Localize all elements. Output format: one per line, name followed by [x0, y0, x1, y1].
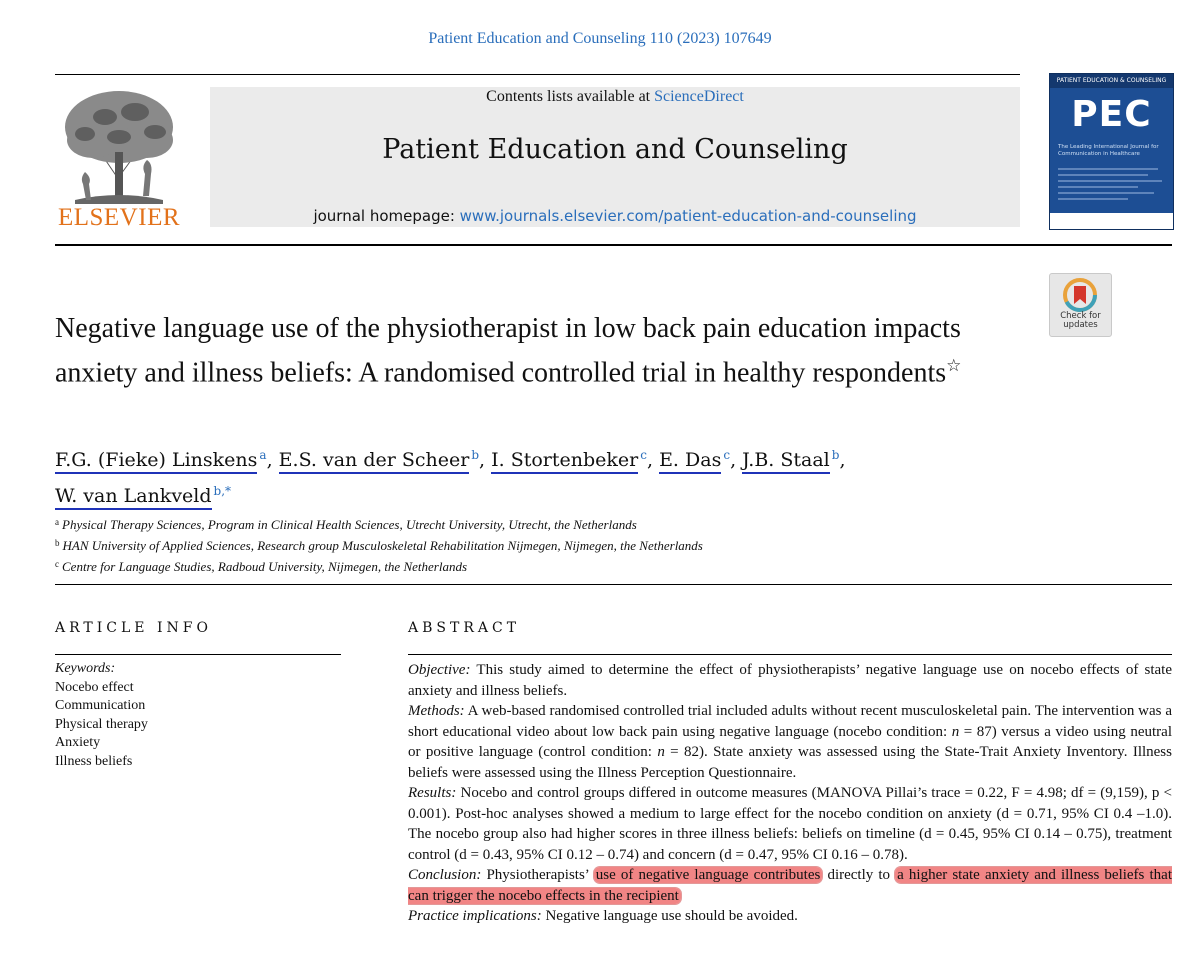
author-link[interactable]: F.G. (Fieke) Linskens: [55, 449, 257, 474]
header-bottom-rule: [55, 244, 1172, 246]
header-rule: [55, 74, 1020, 75]
practice-label: Practice implications:: [408, 908, 542, 924]
affiliation-text: HAN University of Applied Sciences, Research group Musculoskeletal Rehabilitation Nijmegen, Nijmegen, the Netherlands: [62, 538, 703, 553]
practice-text: Negative language use should be avoided.: [545, 908, 798, 924]
homepage-prefix: journal homepage:: [313, 207, 460, 225]
methods-n: n: [657, 744, 665, 760]
affiliation-marker[interactable]: b,*: [213, 484, 232, 498]
keyword-item: Physical therapy: [55, 716, 148, 732]
cover-subtitle: The Leading International Journal for Communication in Healthcare: [1058, 144, 1159, 157]
methods-n: n: [951, 723, 960, 740]
author-link[interactable]: E.S. van der Scheer: [279, 449, 470, 474]
results-label: Results:: [408, 785, 457, 801]
affiliation-text: Physical Therapy Sciences, Program in Clinical Health Sciences, Utrecht University, Utrecht, the Netherlands: [62, 517, 637, 532]
affiliation-item: [55, 534, 955, 555]
author-link[interactable]: J.B. Staal: [742, 449, 830, 474]
article-info-rule: [55, 654, 341, 655]
affiliation-label: c: [55, 559, 59, 569]
abstract-objective: [408, 660, 1172, 701]
highlighted-phrase: use of negative language contributes: [595, 867, 821, 883]
cover-footer: [1050, 213, 1173, 229]
cover-top-title: PATIENT EDUCATION & COUNSELING: [1050, 74, 1173, 88]
objective-label: Objective:: [408, 662, 471, 678]
affiliation-marker[interactable]: c: [640, 448, 647, 462]
methods-label: Methods:: [408, 703, 465, 719]
cover-pec-logo: PEC: [1071, 94, 1152, 135]
affiliation-item: [55, 555, 955, 576]
keyword-item: Communication: [55, 698, 146, 713]
affiliation-marker[interactable]: c: [723, 448, 731, 462]
check-for-updates-button[interactable]: [1049, 273, 1112, 337]
abstract-methods: [408, 701, 1172, 783]
keyword-item: Nocebo effect: [55, 679, 134, 695]
elsevier-wordmark: ELSEVIER: [57, 204, 181, 231]
contents-prefix: Contents lists available at: [486, 88, 655, 105]
author-list: F.G. (Fieke) Linskens $^a$, E.S. van der Scheer $^b$, I. Stortenbeker $^c$, E. Das $^c$, J.B. Staal $^b$, W. van Lankveld $^{b,*}$: [55, 440, 955, 512]
abstract-practice: [408, 906, 1172, 927]
affiliation-marker[interactable]: b: [831, 448, 840, 462]
abstract-results: [408, 783, 1172, 865]
affiliation-marker[interactable]: b: [471, 448, 480, 462]
affiliation-text: Centre for Language Studies, Radboud University, Nijmegen, the Netherlands: [62, 559, 468, 574]
article-title: [55, 310, 1035, 391]
sciencedirect-link[interactable]: ScienceDirect: [654, 88, 744, 105]
conclusion-label: Conclusion:: [408, 867, 482, 883]
affiliation-label: b: [55, 538, 60, 548]
article-info-heading: ARTICLE INFO: [55, 620, 212, 636]
author-link[interactable]: I. Stortenbeker: [491, 449, 638, 474]
highlighted-phrase: a higher state anxiety and illness beliefs that can trigger the nocebo effects in the recipient: [408, 867, 1172, 904]
affiliation-item: [55, 513, 955, 534]
conclusion-text: Physiotherapists’: [486, 867, 594, 883]
homepage-line: [210, 207, 1020, 225]
keyword-item: Anxiety: [55, 735, 101, 750]
article-title-text: Negative language use of the physiotherapist in low back pain education impacts anxiety and illness beliefs: A randomised controlled trial in healthy respondents: [55, 313, 961, 389]
check-updates-icon: [1063, 278, 1097, 312]
results-text: Nocebo and control groups differed in outcome measures (MANOVA Pillai’s trace = 0.22, F = 4.98; df = (9,159), p < 0.001). Post-hoc analyses showed a medium to large effect for the nocebo condition on anxiety (d = 0.71, 95% CI 0.4 –1.0). The nocebo group also had higher scores in three illness beliefs: beliefs on timeline (d = 0.45, 95% CI 0.14 – 0.75), treatment control (d = 0.43, 95% CI 0.12 – 0.74) and concern (d = 0.47, 95% CI 0.16 – 0.78).: [408, 785, 1172, 863]
journal-citation[interactable]: Patient Education and Counseling 110 (2023) 107649: [428, 30, 772, 47]
contents-line: [210, 88, 1020, 106]
cover-text-lines: [1058, 166, 1164, 206]
abstract-heading: ABSTRACT: [408, 620, 521, 636]
journal-name: Patient Education and Counseling: [382, 134, 848, 165]
abstract-rule: [408, 654, 1172, 655]
keywords-label: Keywords:: [55, 661, 116, 676]
objective-text: This study aimed to determine the effect of physiotherapists’ negative language use on nocebo effects of state anxiety and illness beliefs.: [408, 662, 1172, 699]
conclusion-text: directly to: [822, 867, 896, 883]
check-updates-label: Check for updates: [1060, 311, 1101, 330]
methods-text: = 82). State anxiety was assessed using the State-Trait Anxiety Inventory. Illness beliefs were assessed using the Illness Perception Questionnaire.: [408, 744, 1172, 781]
methods-text: A web-based randomised controlled trial included adults without recent musculoskeletal pain. The intervention was a short educational video about low back pain using negative language (nocebo condition:: [408, 703, 1172, 740]
author-link[interactable]: W. van Lankveld: [55, 485, 212, 510]
methods-text: = 87) versus a video using neutral or positive language (control condition:: [408, 723, 1172, 760]
keywords-block: [55, 660, 341, 771]
section-rule: [55, 584, 1172, 585]
affiliation-marker[interactable]: a: [259, 448, 267, 462]
affiliation-label: a: [55, 517, 59, 527]
author-link[interactable]: E. Das: [659, 449, 721, 474]
abstract-body: [408, 660, 1172, 927]
title-footnote-mark[interactable]: ☆: [946, 356, 962, 375]
abstract-conclusion: [408, 865, 1172, 906]
keyword-item: Illness beliefs: [55, 753, 133, 769]
journal-cover-image[interactable]: [1049, 73, 1174, 230]
journal-homepage-link[interactable]: www.journals.elsevier.com/patient-education-and-counseling: [459, 207, 917, 225]
affiliations: [55, 513, 955, 576]
